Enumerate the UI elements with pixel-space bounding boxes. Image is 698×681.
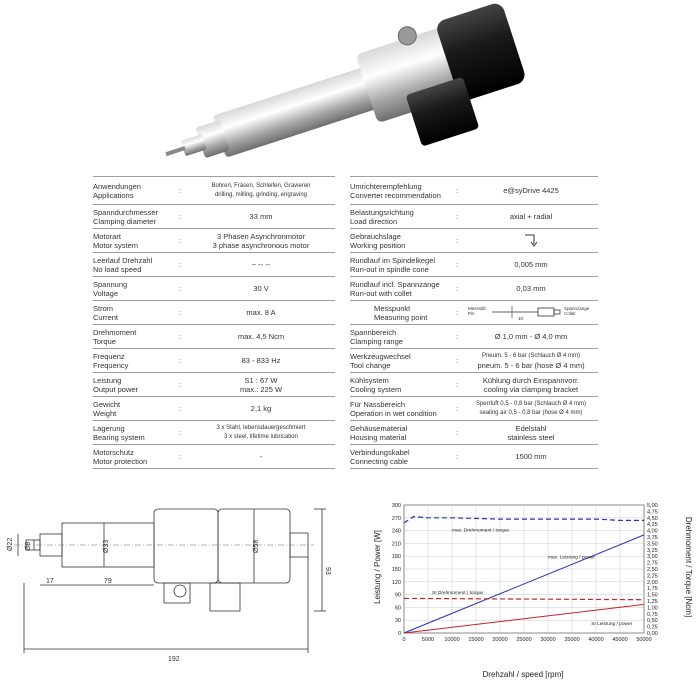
spec-label: Weight xyxy=(93,408,117,418)
dim-79: 79 xyxy=(104,578,112,585)
series-label-2: SI Drehmoment / torque xyxy=(432,591,484,597)
series-label-1: max. Leistung / power xyxy=(548,555,595,561)
position-icon xyxy=(521,232,541,248)
spec-label: Spanndurchmesser xyxy=(93,207,159,217)
spec-label: Housing material xyxy=(350,432,407,442)
x-tick-label: 15000 xyxy=(468,637,484,643)
spec-label: Drehmoment xyxy=(93,327,137,337)
spec-value: pneum. 5 - 6 bar (hose Ø 4 mm) xyxy=(477,360,585,370)
spec-separator: : xyxy=(178,260,182,269)
x-tick-label: 40000 xyxy=(588,637,604,643)
spec-row xyxy=(93,421,335,445)
x-tick-label: 35000 xyxy=(564,637,580,643)
spec-row xyxy=(350,325,598,349)
spec-row xyxy=(350,277,598,301)
spec-value: max.: 225 W xyxy=(239,384,283,394)
spec-value: drilling, milling, grinding, engraving xyxy=(214,191,308,198)
spec-label: Kühlsystem xyxy=(350,375,389,385)
chart-y2label: Drehmoment / Torque [Ncm] xyxy=(684,516,693,618)
y2-tick-label: 5,00 xyxy=(647,503,658,509)
power-torque-chart xyxy=(340,493,696,681)
spec-label: Current xyxy=(93,312,119,322)
spec-label: Gehäusematerial xyxy=(350,423,408,433)
spec-label: Clamping diameter xyxy=(93,216,156,226)
y-tick-label: 240 xyxy=(391,528,401,535)
y2-tick-label: 3,50 xyxy=(647,541,658,548)
x-tick-label: 0 xyxy=(402,637,406,643)
spec-label: Frequenz xyxy=(93,351,125,361)
spec-label: Rundlauf im Spindelkegel xyxy=(350,255,436,265)
spec-value: max. 4,5 Ncm xyxy=(237,332,285,341)
spec-label: Load direction xyxy=(350,216,398,226)
dim-17: 17 xyxy=(46,578,54,585)
spec-row xyxy=(93,177,335,205)
y-tick-label: 210 xyxy=(391,541,401,548)
spec-label: Motor system xyxy=(93,240,139,250)
spec-row xyxy=(350,397,598,421)
spec-value: 3 x steel, lifetime lubrication xyxy=(224,433,298,440)
spec-label: Output power xyxy=(93,384,139,394)
spec-value: 3 phase asynchronous motor xyxy=(212,240,310,250)
spec-row xyxy=(350,349,598,373)
spec-row xyxy=(350,253,598,277)
spec-separator: : xyxy=(455,284,459,293)
spec-label: Clamping range xyxy=(350,336,403,346)
spec-label: Leerlauf Drehzahl xyxy=(93,255,153,265)
y-tick-label: 180 xyxy=(391,554,401,561)
spec-row xyxy=(350,373,598,397)
spec-label: Lagerung xyxy=(93,423,125,433)
spec-value: 33 mm xyxy=(249,212,273,221)
measuring-diagram xyxy=(466,302,596,322)
spec-label: Torque xyxy=(93,336,116,346)
spec-label: Verbindungskabel xyxy=(350,447,410,457)
spec-separator: : xyxy=(178,186,182,195)
y2-tick-label: 4,25 xyxy=(647,522,658,529)
y2-tick-label: 1,25 xyxy=(647,599,658,605)
spec-value: 0,005 mm xyxy=(514,260,548,269)
spec-label: Operation in wet condition xyxy=(350,408,437,418)
dim-93: 93 xyxy=(324,567,331,575)
spec-table-left xyxy=(93,176,335,469)
series-label-3: SI Leistung / power xyxy=(591,622,633,628)
spec-label: Gewicht xyxy=(93,399,121,409)
spec-separator: : xyxy=(455,380,459,389)
spec-row xyxy=(93,349,335,373)
x-tick-label: 5000 xyxy=(421,637,435,643)
diagram-dim: 10 xyxy=(518,315,524,321)
spec-label: Run-out in spindle cone xyxy=(350,264,429,274)
spec-row xyxy=(350,229,598,253)
spec-row xyxy=(350,421,598,445)
product-photo xyxy=(150,2,550,170)
dim-d22: Ø22 xyxy=(7,537,14,551)
spec-label: Run-out with collet xyxy=(350,288,412,298)
dim-d58: Ø58 xyxy=(253,539,260,553)
y2-tick-label: 3,75 xyxy=(647,535,658,541)
spec-value: Kühlung durch Einspannvorr. xyxy=(482,375,580,385)
spec-value: ~ -- -- xyxy=(251,260,271,269)
spec-value: S1 : 67 W xyxy=(244,375,278,385)
spec-value: 0,03 mm xyxy=(516,284,546,293)
spec-label: Anwendungen xyxy=(93,181,141,191)
y2-tick-label: 2,00 xyxy=(647,579,658,586)
y-tick-label: 60 xyxy=(394,605,401,612)
x-tick-label: 10000 xyxy=(444,637,460,643)
y-tick-label: 300 xyxy=(391,503,401,509)
spec-label: Cooling system xyxy=(350,384,402,394)
spec-row xyxy=(93,253,335,277)
spec-value: axial + radial xyxy=(509,212,553,221)
spec-label: Connecting cable xyxy=(350,456,408,466)
y2-tick-label: 0,25 xyxy=(647,624,658,631)
y2-tick-label: 0,75 xyxy=(647,611,658,618)
spec-row xyxy=(93,325,335,349)
chart-ylabel: Leistung / Power [W] xyxy=(373,530,382,604)
y2-tick-label: 0,00 xyxy=(647,631,658,637)
chart-xlabel: Drehzahl / speed [rpm] xyxy=(482,670,564,679)
spec-separator: : xyxy=(455,260,459,269)
y2-tick-label: 3,00 xyxy=(647,554,658,561)
spec-label: Rundlauf incl. Spannzange xyxy=(350,279,440,289)
spec-label: Tool change xyxy=(350,360,391,370)
spec-separator: : xyxy=(178,308,182,317)
y2-tick-label: 2,25 xyxy=(647,573,658,580)
spec-value: Bohren, Fräsen, Schleifen, Gravieren xyxy=(211,182,311,189)
spec-value: Edelstahl xyxy=(515,423,547,433)
y2-tick-label: 1,50 xyxy=(647,592,658,599)
spec-separator: : xyxy=(178,332,182,341)
x-tick-label: 50000 xyxy=(636,637,652,643)
diagram-collet-label-en: Collet xyxy=(564,310,576,316)
y-tick-label: 90 xyxy=(394,592,401,599)
spec-row xyxy=(350,177,598,205)
spec-separator: : xyxy=(178,284,182,293)
x-tick-label: 20000 xyxy=(492,637,508,643)
spec-label: Frequency xyxy=(93,360,129,370)
spec-value: 1500 mm xyxy=(515,452,547,461)
diagram-pin-label-en: Pin xyxy=(468,310,475,316)
spec-value: stainless steel xyxy=(507,432,555,442)
spec-label: Spannung xyxy=(93,279,128,289)
dim-192: 192 xyxy=(168,656,180,663)
y2-tick-label: 1,75 xyxy=(647,586,658,593)
dim-d33: Ø33 xyxy=(103,539,110,553)
spec-value: 2,1 kg xyxy=(250,404,272,413)
y2-tick-label: 4,75 xyxy=(647,509,658,516)
y2-tick-label: 3,25 xyxy=(647,547,658,554)
spec-value: Ø 1,0 mm - Ø 4,0 mm xyxy=(494,332,568,341)
y-tick-label: 270 xyxy=(391,515,401,522)
spec-value: 30 V xyxy=(253,284,269,293)
spec-value: Pneum. 5 - 6 bar (Schlauch Ø 4 mm) xyxy=(481,352,581,359)
spec-label: Umrichterempfehlung xyxy=(350,181,422,191)
spec-label: Leistung xyxy=(93,375,122,385)
spec-value: sealing air 0,5 - 0,8 bar (hose Ø 4 mm) xyxy=(479,409,583,416)
spec-row xyxy=(93,205,335,229)
spec-row xyxy=(350,205,598,229)
spec-value: e@syDrive 4425 xyxy=(503,186,559,195)
diagram-pin-label: Messstift xyxy=(468,305,486,311)
spec-label: Motorschutz xyxy=(93,447,134,457)
spec-row xyxy=(93,277,335,301)
spec-value: - xyxy=(259,452,263,461)
y-tick-label: 30 xyxy=(394,618,401,625)
spec-label: No load speed xyxy=(93,264,142,274)
dimension-drawing xyxy=(4,493,336,667)
y2-tick-label: 1,00 xyxy=(647,605,658,612)
spec-separator: : xyxy=(178,428,182,437)
spec-separator: : xyxy=(455,356,459,365)
spec-label: Motor protection xyxy=(93,456,148,466)
spec-value: 83 - 833 Hz xyxy=(241,356,281,365)
y2-tick-label: 4,00 xyxy=(647,528,658,535)
spec-label: Measuring point xyxy=(374,312,428,322)
spec-label: Applications xyxy=(93,190,134,200)
spec-value: 3 Phasen Asynchronmotor xyxy=(217,231,305,241)
spec-label: Für Nassbereich xyxy=(350,399,406,409)
spec-separator: : xyxy=(455,186,459,195)
spec-separator: : xyxy=(455,452,459,461)
spec-label: Spannbereich xyxy=(350,327,397,337)
spec-row xyxy=(93,397,335,421)
y2-tick-label: 2,50 xyxy=(647,567,658,573)
y2-tick-label: 4,50 xyxy=(647,515,658,522)
spec-row xyxy=(350,445,598,469)
x-tick-label: 45000 xyxy=(612,637,628,643)
spec-label: Motorart xyxy=(93,231,121,241)
spec-label: Working position xyxy=(350,240,406,250)
spec-value: Sperrluft 0,5 - 0,8 bar (Schlauch Ø 4 mm) xyxy=(475,400,587,407)
spec-separator: : xyxy=(178,452,182,461)
series-label-0: max. Drehmoment / torque xyxy=(452,528,510,534)
spec-separator: : xyxy=(455,428,459,437)
spec-label: Werkzeugwechsel xyxy=(350,351,411,361)
spec-separator: : xyxy=(178,212,182,221)
x-tick-label: 25000 xyxy=(516,637,532,643)
spec-separator: : xyxy=(455,212,459,221)
spec-value: max. 8 A xyxy=(246,308,276,317)
spec-separator: : xyxy=(178,236,182,245)
spec-separator: : xyxy=(455,404,459,413)
spec-label: Bearing system xyxy=(93,432,145,442)
y-tick-label: 150 xyxy=(391,567,401,573)
spec-separator: : xyxy=(455,308,459,317)
y-tick-label: 0 xyxy=(397,631,401,637)
y2-tick-label: 0,50 xyxy=(647,618,658,625)
spec-separator: : xyxy=(455,332,459,341)
spec-row xyxy=(93,301,335,325)
diagram-collet-label: Spannzange xyxy=(564,305,590,311)
spec-label: Strom xyxy=(93,303,114,313)
spec-separator: : xyxy=(455,236,459,245)
spec-separator: : xyxy=(178,404,182,413)
x-tick-label: 30000 xyxy=(540,637,556,643)
spec-label: Converter recommendation xyxy=(350,190,441,200)
spec-row xyxy=(93,229,335,253)
spec-row xyxy=(350,301,598,325)
y-tick-label: 120 xyxy=(391,579,401,586)
spec-row xyxy=(93,373,335,397)
dim-d8: Ø8 xyxy=(25,541,32,551)
spec-table-right xyxy=(350,176,598,469)
spec-label: Belastungsrichtung xyxy=(350,207,414,217)
spec-value: cooling via clamping bracket xyxy=(483,384,579,394)
spec-label: Voltage xyxy=(93,288,119,298)
spec-separator: : xyxy=(178,380,182,389)
spec-label: Gebrauchslage xyxy=(350,231,401,241)
spec-separator: : xyxy=(178,356,182,365)
spec-label: Messpunkt xyxy=(374,303,411,313)
spec-row xyxy=(93,445,335,469)
y2-tick-label: 2,75 xyxy=(647,560,658,567)
spec-value: 3 x Stahl, lebensdauergeschmiert xyxy=(216,424,306,431)
